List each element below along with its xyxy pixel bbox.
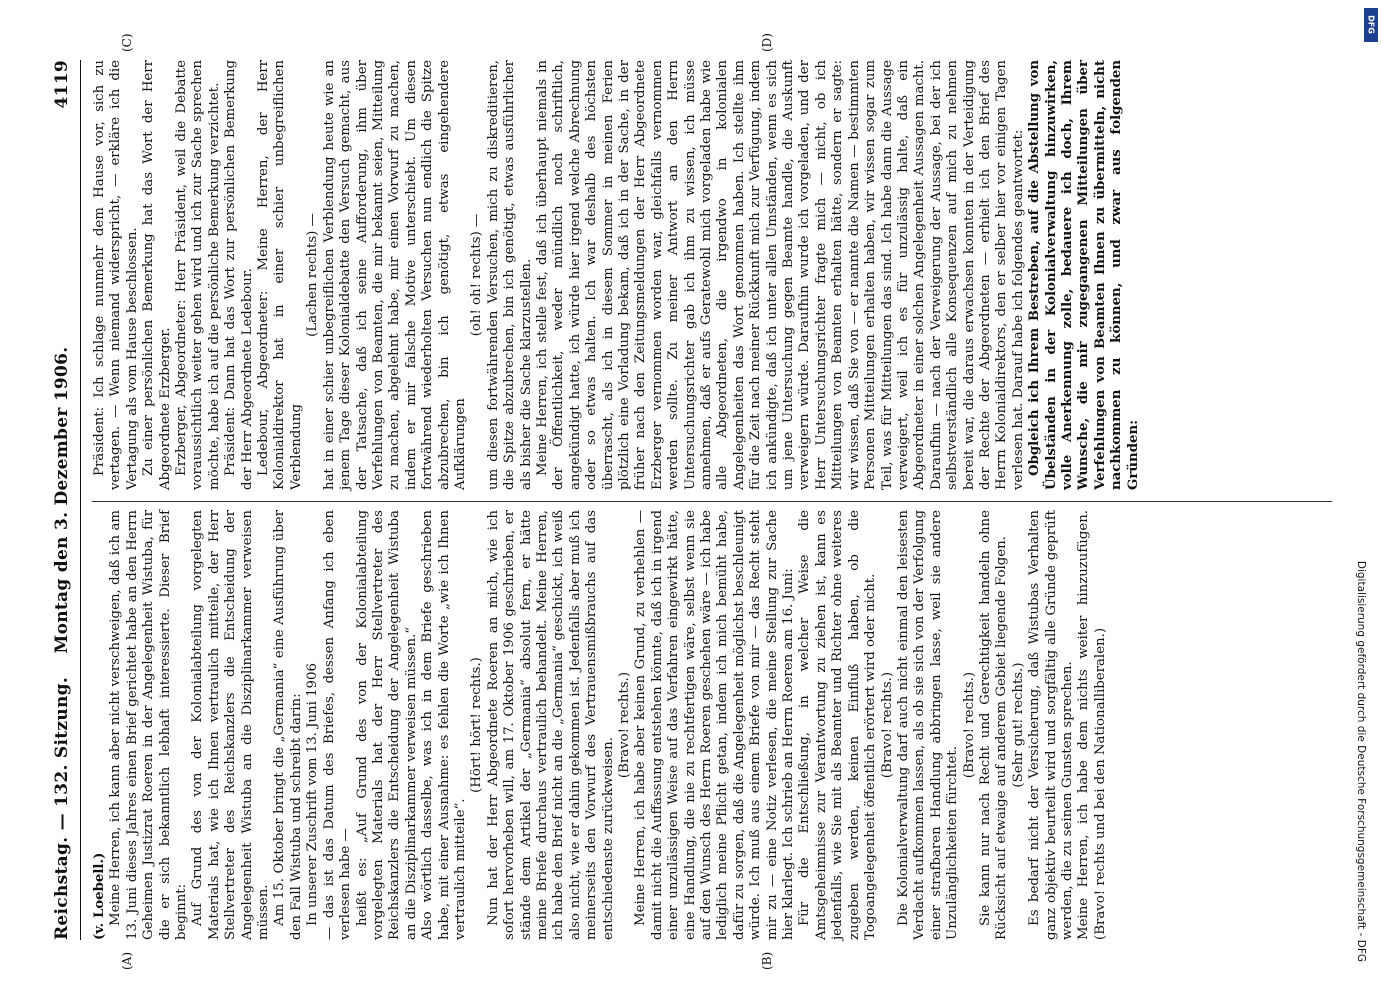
right-column-paragraph: Meine Herren, ich stelle fest, daß ich überhaupt niemals in der Öffentlichkeit, weder mündlich noch schriftlich, angekündigt hatte, ich würde hier irgend welche Abrechnung oder so etwas halten. Ich war deshalb des höchsten überrascht, als ich in diesem Sommer in meinen Ferien plötzlich eine Vorladung bekam, daß ich in der Sache, in der früher nach den Zeitungsmeldungen der Herr Abgeordnete Erzberger vernommen worden war, gleichfalls vernommen werden sollte. Zu meiner Antwort an den Herrn Untersuchungsrichter gab ich ihm zu wissen, ich müsse annehmen, daß er aufs Geratewohl mich vorgeladen habe wie alle Abgeordneten, die irgendwo in kolonialen Angelegenheiten das Wort genommen haben. Ich stellte ihm für die Zeit nach meiner Rückkunft mich zur Verfügung, indem ich ankündigte, daß ich unter allen Umständen, wenn es sich um jene Untersuchung gegen Beamte handle, die Auskunft verweigern würde. Daraufhin wurde ich vorgeladen, und der Herr Untersuchungsrichter fragte mich — nicht, ob ich Mitteilungen von Beamten erhalten hätte, sondern er sagte: wir wissen, daß Sie von — er nannte die Namen — bestimmten Personen Mitteilungen erhalten haben, wir wissen sogar zum Teil, was für Mitteilungen das sind. Ich habe dann die Aussage verweigert, weil ich es für unzulässig halte, daß ein Abgeordneter in einer solchen Angelegenheit Aussagen macht. Daraufhin — nach der Verweigerung der Aussage, bei der ich selbstverständlich alle Konsequenzen auf mich zu nehmen bereit war, die daraus erwachsen konnten in der Verteidigung der Rechte der Abgeordneten — erhielt ich den Brief des Herrn Kolonialdirektors, den er selber hier vor einigen Tagen verlesen hat. Darauf habe ich folgendes geantwortet: [534, 60, 1026, 490]
margin-marker-a: (A) [120, 951, 134, 970]
left-column-paragraph: (Sehr gut! rechts.) [1010, 662, 1026, 788]
header-center: Montag den 3. Dezember 1906. [52, 346, 72, 654]
digitization-note-text: Digitalisierung gefördert durch die Deutsche Forschungsgemeinschaft - DFG [1355, 560, 1367, 962]
page-header [52, 60, 76, 940]
right-column-paragraph: um diesen fortwährenden Versuchen, mich zu diskreditieren, die Spitze abzubrechen, bin ich genötigt, etwas ausführlicher als bisher die Sache klarzustellen. [485, 60, 534, 490]
left-column-paragraph: (v. Loebell.) [92, 852, 107, 940]
left-column-paragraph: Nun hat der Herr Abgeordnete Roeren an mich, wie ich sofort hervorheben will, am 17. Oktober 1906 geschrieben, er stände dem Artikel der „Germania“ absolut fern, er hätte meine Briefe durchaus vertraulich behandelt. Meine Herren, ich habe den Brief nicht an die „Germania“ geschickt, ich weiß also nicht, wie er dahin gekommen ist. Jedenfalls aber muß ich meinerseits den Vorwurf des Vertrauensmißbrauchs auf das entschiedenste zurückweisen. [485, 510, 616, 940]
right-column-paragraph: hat in einer schier unbegreiflichen Verblendung heute wie an jenem Tage dieser Kolonialdebatte den Versuch gemacht, aus der Tatsache, daß ich seine Aufforderung, ihm über Verfehlungen von Beamten, die mir bekannt seien, Mitteilung zu machen, abgelehnt habe, mir einen Vorwurf zu machen, indem er mir falsche Motive unterschiebt. Um diesen fortwährend wiederholten Versuchen nun endlich die Spitze abzubrechen, bin ich genötigt, etwas eingehendere Aufklärungen [321, 60, 468, 490]
left-column-paragraph: heißt es: „Auf Grund des von der Kolonialabteilung vorgelegten Materials hat der Herr Stellvertreter des Reichskanzlers die Entscheidung der Angelegenheit Wistuba an die Disziplinarkammer verweisen müssen.“ [354, 510, 419, 940]
left-column-paragraph: (Bravo! rechts.) [961, 671, 977, 779]
left-column-paragraph: Für die Entschließung, in welcher Weise die Amtsgeheimnisse zur Verantwortung zu ziehen ist, kann es jedenfalls, wie Sie mit als Beamter und Richter ohne weiteres zugeben werden, keinen Einfluß haben, ob die Togoangelegenheit öffentlich erörtert wird oder nicht. [797, 510, 879, 940]
margin-marker-b: (B) [760, 951, 774, 970]
right-column-paragraph: Ledebour, Abgeordneter: Meine Herren, der Herr Kolonialdirektor hat in einer schier unbegreiflichen Verblendung [256, 60, 304, 490]
left-column-paragraph: Meine Herren, ich habe aber keinen Grund, zu verhehlen — damit nicht die Auffassung entstehen könnte, daß ich in irgend einer unzulässigen Weise auf das Verfahren eingewirkt hätte, eine Handlung, die nie zu rechtfertigen wäre, selbst wenn sie auf den Wunsch des Herrn Roeren geschehen wäre — ich habe lediglich meine Pflicht getan, indem ich mich bemüht habe, dafür zu sorgen, daß die Angelegenheit möglichst beschleunigt würde. Ich muß aus einem Briefe von mir — das Recht steht mir zu — eine Notiz verlesen, die meine Stellung zur Sache hier klarlegt. Ich schrieb an Herrn Roeren am 16. Juni: [633, 510, 797, 940]
right-column-paragraph: Erzberger, Abgeordneter: Herr Präsident, weil die Debatte voraussichtlich weiter gehen wird und ich zur Sache sprechen möchte, habe ich auf die persönliche Bemerkung verzichtet. [174, 60, 222, 490]
left-column [92, 510, 1109, 940]
left-column-paragraph: Auf Grund des von der Kolonialabteilung vorgelegten Materials hat, wie ich Ihnen vertraulich mitteile, der Herr Stellvertreter des Reichskanzlers die Entscheidung der Angelegenheit Wistuba an die Disziplinarkammer verweisen müssen. [190, 510, 272, 940]
left-column-paragraph: In unserer Zuschrift vom 13. Juni 1906 [305, 663, 321, 926]
left-column-paragraph: Am 15. Oktober bringt die „Germania“ eine Ausführung über den Fall Wistuba und schreibt darin: [272, 510, 304, 940]
dfg-logo [1364, 8, 1378, 42]
right-column-paragraph: Obgleich ich Ihrem Bestreben, auf die Abstellung von Übelständen in der Kolonialverwaltung hinzuwirken, volle Anerkennung zolle, bedauere ich doch, Ihrem Wunsche, die mir zugegangenen Mitteilungen über Verfehlungen von Beamten Ihnen zu übermitteln, nicht nachkommen zu können, und zwar aus folgenden Gründen: [1027, 60, 1141, 490]
page-number: 4119 [52, 60, 72, 109]
header-left: Reichstag. — 132. Sitzung. [52, 676, 72, 940]
column-divider [92, 501, 1332, 502]
margin-marker-c: (C) [120, 33, 134, 52]
margin-marker-d: (D) [760, 33, 774, 52]
digitization-note [1346, 12, 1376, 962]
right-column [92, 60, 1142, 490]
left-column-paragraph: Also wörtlich dasselbe, was ich in dem Briefe geschrieben habe, mit einer Ausnahme: es fehlen die Worte „wie ich Ihnen vertraulich mitteile“. [420, 510, 468, 940]
right-column-paragraph: Präsident: Ich schlage nunmehr dem Hause vor, sich zu vertagen. — Wenn niemand widerspricht, — erkläre ich die Vertagung als vom Hause beschlossen. [92, 60, 140, 490]
dfg-logo-text: DFG [1366, 15, 1376, 34]
left-column-paragraph: (Bravo! rechts.) [879, 671, 895, 779]
right-column-paragraph: Präsident: Dann hat das Wort zur persönlichen Bemerkung der Herr Abgeordnete Ledebour. [223, 60, 255, 490]
left-column-paragraph: (Hört! hört! rechts.) [469, 657, 485, 793]
right-column-paragraph: Zu einer persönlichen Bemerkung hat das Wort der Herr Abgeordnete Erzberger. [141, 60, 173, 490]
header-rule [80, 60, 81, 940]
left-column-paragraph: Sie kann nur nach Recht und Gerechtigkeit handeln ohne Rücksicht auf etwaige auf anderem Gebiet liegende Folgen. [977, 510, 1010, 940]
left-column-paragraph: Es bedarf nicht der Versicherung, daß Wistubas Verhalten ganz objektiv beurteilt wird und sorgfältig alle Gründe geprüft werden, die zu seinen Gunsten sprechen. [1027, 510, 1075, 940]
left-column-paragraph: (Bravo! rechts.) [617, 671, 632, 779]
left-column-paragraph: Die Kolonialverwaltung darf auch nicht einmal den leisesten Verdacht aufkommen lassen, als ob sie sich von der Verfolgung einer strafbaren Handlung abbringen lasse, weil sie andere Unzulänglichkeiten fürchtet. [895, 510, 961, 940]
left-column-paragraph: — das ist das Datum des Briefes, dessen Anfang ich eben verlesen habe — [321, 510, 354, 940]
left-column-paragraph: Meine Herren, ich habe dem nichts weiter hinzuzufügen. (Bravo! rechts und bei den Nationalliberalen.) [1076, 510, 1108, 940]
right-column-paragraph: (oh! oh! rechts) — [469, 213, 485, 337]
left-column-paragraph: Meine Herren, ich kann aber nicht verschweigen, daß ich am 13. Juni dieses Jahres einen Brief gerichtet habe an den Herrn Geheimen Justizrat Roeren in der Angelegenheit Wistuba, für die er sich bekanntlich lebhaft interessierte. Dieser Brief beginnt: [108, 510, 190, 940]
right-column-paragraph: (Lachen rechts) — [305, 213, 321, 337]
